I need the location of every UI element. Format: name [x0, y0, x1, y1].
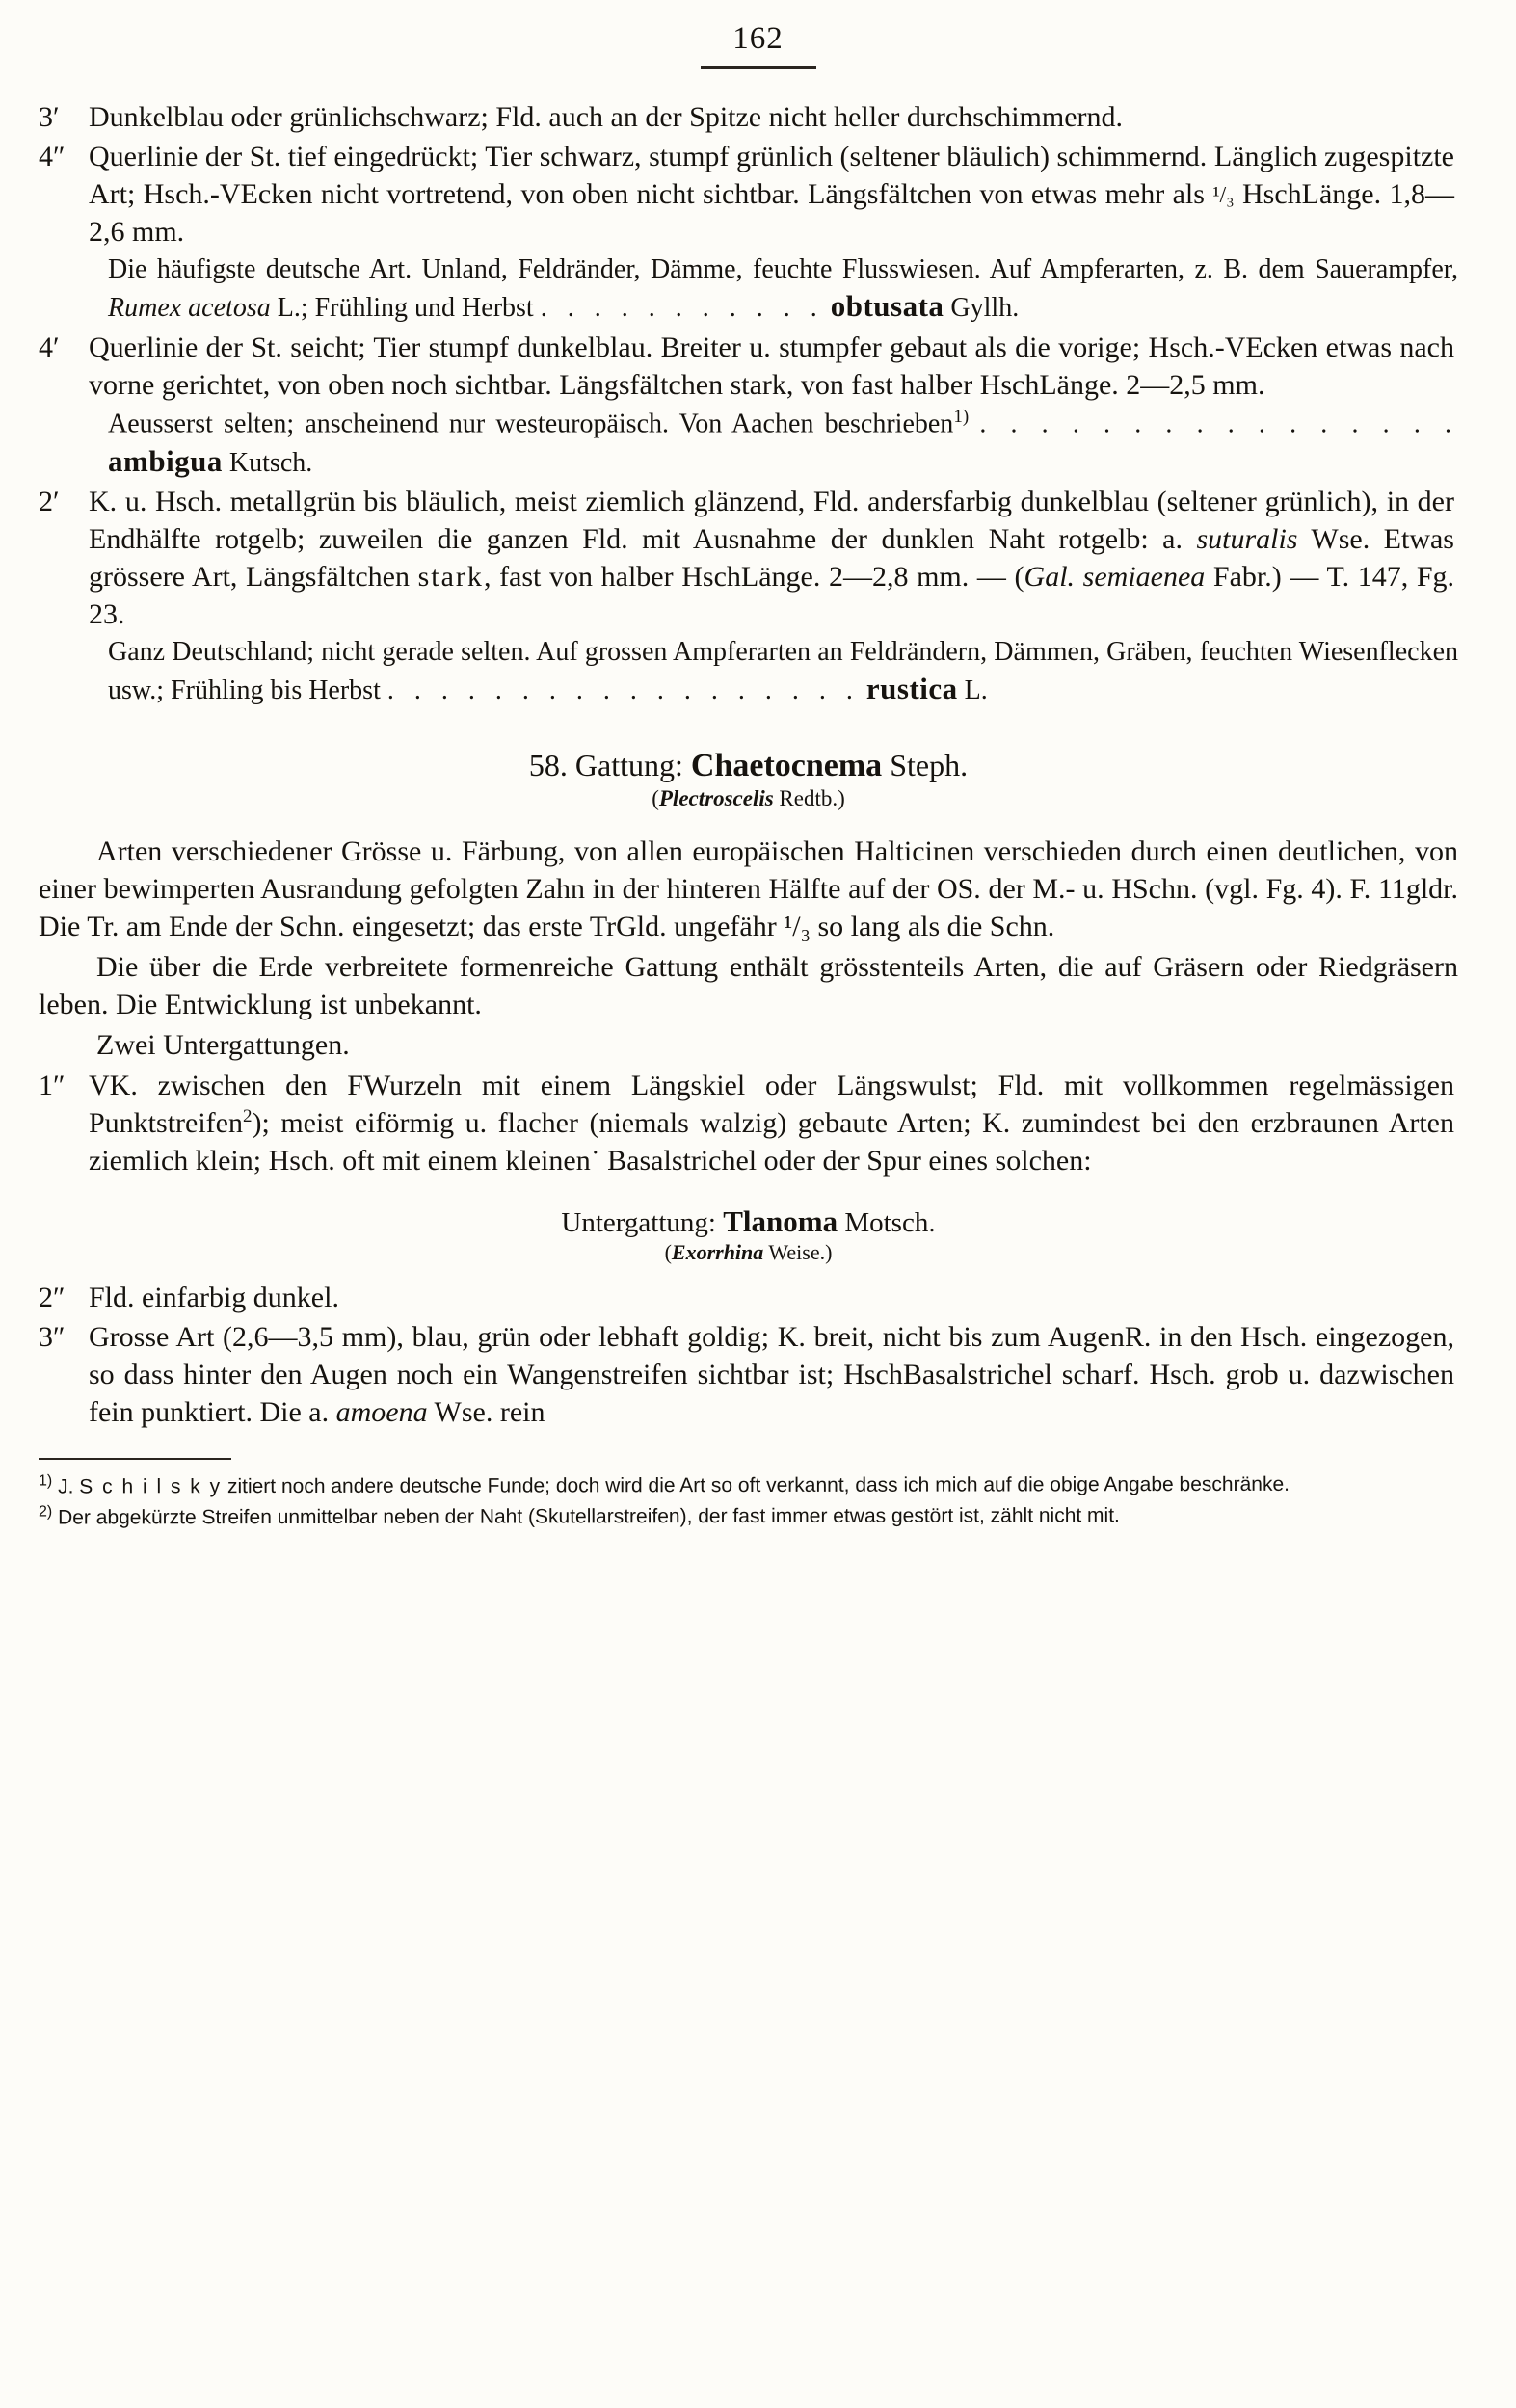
footnote-2: $^{2)}$ Der abgekürzte Streifen unmittelbar neben der Naht (Skutellarstreifen), der fast immer etwas gestört ist, zählt nicht mit.: [38, 1503, 1120, 1529]
species-name-rustica: rustica: [865, 672, 958, 706]
genus-paragraph-2: Die über die Erde verbreitete formenreiche Gattung enthält grösstenteils Arten, die auf Gräsern oder Riedgräsern leben. Die Entwicklung ist unbekannt.: [39, 950, 1458, 1020]
key-lead-2prime: 2′: [39, 485, 60, 517]
key-text-4dprime: Querlinie der St. tief eingedrückt; Tier schwarz, stumpf grünlich (seltener bläulich) schimmernd. Länglich zugespitzte Art; Hsch.-VEcken nicht vortretend, von oben nicht sichtbar. Längsfältchen von etwas mehr als ¹/₃ HschLänge. 1,8—2,6 mm.: [89, 141, 1454, 248]
genus-number: 58.: [528, 747, 568, 782]
genus-author: Steph.: [890, 747, 969, 782]
key-entry-1dprime: [39, 1067, 1458, 1179]
footnote-ref-2[interactable]: 2: [242, 1105, 253, 1126]
footnote-divider: [39, 1458, 231, 1460]
genus-paragraph-1: Arten verschiedener Grösse u. Färbung, von allen europäischen Halticinen verschieden durch einen deutlichen, von einer bewimperten Ausrandung gefolgten Zahn in der hinteren Hälfte auf der OS. der M.- u. HSchn. (vgl. Fg. 4). F. 11gldr. Die Tr. am Ende der Schn. eingesetzt; das erste TrGld. ungefähr ¹/₃ so lang als die Schn.: [39, 834, 1458, 942]
genus-paragraph-3: Zwei Untergattungen.: [96, 1028, 350, 1061]
leader-dots: . . . . . . . . . . . . . . . .: [979, 409, 1459, 439]
header-divider: [701, 66, 816, 69]
footnotes: [0, 1469, 1516, 1561]
key-text-3prime: Dunkelblau oder grünlichschwarz; Fld. auch an der Spitze nicht heller durchschimmernd.: [89, 101, 1123, 133]
subgenus-name: Tlanoma: [723, 1204, 838, 1238]
subgenus-heading: [39, 1204, 1458, 1239]
taxon-suturalis: suturalis: [1196, 522, 1298, 555]
footnote-1: $^{1)}$ J. S c h i l s k y zitiert noch andere deutsche Funde; doch wird die Art so oft verkannt, dass ich mich auf die obige Angabe beschränke.: [38, 1472, 1290, 1498]
genus-heading: [39, 748, 1458, 784]
genus-label: Gattung:: [574, 747, 683, 782]
key-text-4prime: Querlinie der St. seicht; Tier stumpf dunkelblau. Breiter u. stumpfer gebaut als die vorige; Hsch.-VEcken etwas nach vorne gerichtet, von oben noch sichtbar. Längsfältchen stark, von fast halber HschLänge. 2—2,5 mm.: [89, 331, 1454, 401]
species-author-ambigua: Kutsch.: [228, 447, 313, 478]
genus-synonym: (Plectroscelis Redtb.): [652, 785, 845, 810]
key-text-2dprime: Fld. einfarbig dunkel.: [89, 1281, 339, 1313]
key-lead-4dprime: 4″: [39, 141, 66, 172]
species-note-obtusata: Die häufigste deutsche Art. Unland, Feldränder, Dämme, feuchte Flusswiesen. Auf Ampferarten, z. B. dem Sauerampfer, Rumex acetosa L.; Frühling und Herbst . . . . . . . . . . . obtusata Gyllh.: [108, 254, 1458, 324]
subgenus-synonym: (Exorrhina Weise.): [664, 1239, 833, 1264]
footnote-2-mark: 2): [38, 1503, 53, 1521]
taxon-rumex-acetosa: Rumex acetosa: [108, 293, 271, 324]
key-lead-4prime: 4′: [39, 331, 60, 363]
species-author-obtusata: Gyllh.: [950, 293, 1020, 324]
species-name-ambigua: ambigua: [108, 443, 223, 478]
species-note-rustica: Ganz Deutschland; nicht gerade selten. Auf grossen Ampferarten an Feldrändern, Dämmen, Gräben, feuchten Wiesenflecken usw.; Frühling bis Herbst . . . . . . . . . . . . . . . . . . rustica L.: [108, 636, 1458, 706]
footnote-ref-1[interactable]: 1): [953, 406, 970, 427]
leader-dots: . . . . . . . . . . .: [540, 293, 824, 324]
key-lead-1dprime: 1″: [39, 1069, 66, 1101]
species-name-obtusata: obtusata: [830, 289, 944, 324]
subgenus-synonym-author: Weise.: [768, 1239, 826, 1264]
page-number: 162: [732, 21, 784, 56]
page-body: [0, 98, 1516, 1431]
subgenus-author: Motsch.: [844, 1206, 936, 1238]
taxon-gal-semiaenea: Gal. semiaenea: [1024, 560, 1206, 593]
subgenus-label: Untergattung:: [561, 1206, 716, 1238]
key-entry-2prime: [39, 483, 1458, 633]
key-lead-3prime: 3′: [39, 101, 60, 133]
taxon-amoena: amoena: [335, 1395, 428, 1428]
genus-synonym-author: Redtb.: [779, 785, 838, 810]
key-entry-4dprime: [39, 138, 1458, 251]
key-text-1dprime: VK. zwischen den FWurzeln mit einem Längskiel oder Längswulst; Fld. mit vollkommen regelmässigen Punktstreifen$^2$); meist eiförmig u. flacher (niemals walzig) gebaute Arten; K. zumindest bei den erzbraunen Arten ziemlich klein; Hsch. oft mit einem kleinen˙ Basalstrichel oder der Spur eines solchen:: [89, 1069, 1454, 1177]
key-lead-3dprime: 3″: [39, 1320, 66, 1353]
key-text-2prime: K. u. Hsch. metallgrün bis bläulich, meist ziemlich glänzend, Fld. andersfarbig dunkelblau (seltener grünlich), in der Endhälfte rotgelb; zuweilen die ganzen Fld. mit Ausnahme der dunklen Naht rotgelb: a. suturalis Wse. Etwas grössere Art, Längsfältchen stark, fast von halber HschLänge. 2—2,8 mm. — (Gal. semiaenea Fabr.) — T. 147, Fg. 23.: [89, 485, 1455, 630]
genus-synonym-name: Plectroscelis: [658, 785, 774, 810]
genus-name: Chaetocnema: [690, 747, 883, 783]
key-entry-4prime: [39, 329, 1458, 404]
species-author-rustica: L.: [964, 675, 988, 706]
leader-dots: . . . . . . . . . . . . . . . . . .: [386, 675, 860, 706]
key-text-3dprime: Grosse Art (2,6—3,5 mm), blau, grün oder lebhaft goldig; K. breit, nicht bis zum AugenR. in den Hsch. eingezogen, so dass hinter den Augen noch ein Wangenstreifen sichtbar ist; HschBasalstrichel scharf. Hsch. grob u. dazwischen fein punktiert. Die a. amoena Wse. rein: [89, 1320, 1454, 1428]
footnote-1-mark: 1): [38, 1472, 53, 1490]
key-entry-3prime: [39, 98, 1458, 136]
species-note-ambigua: [108, 406, 1458, 481]
species-note-ambigua-text: Aeusserst selten; anscheinend nur westeuropäisch. Von Aachen beschrieben: [108, 409, 954, 439]
key-entry-3dprime: [39, 1318, 1458, 1431]
subgenus-synonym-name: Exorrhina: [671, 1239, 764, 1264]
key-lead-2dprime: 2″: [39, 1281, 66, 1313]
key-entry-2dprime: [39, 1279, 1458, 1316]
